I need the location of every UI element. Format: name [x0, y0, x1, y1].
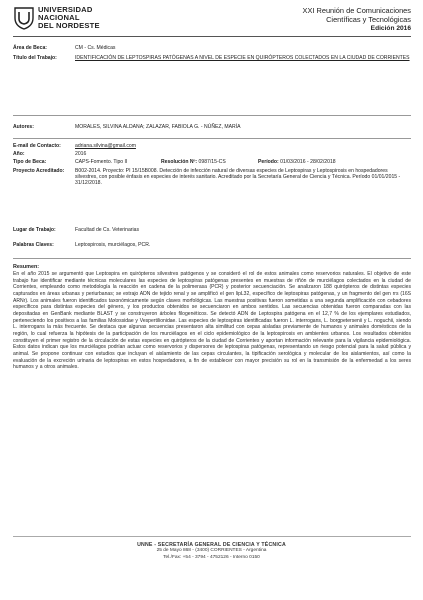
footer-phone: Tel./Fax: +54 - 3794 - 4752126 - Interno 0150 — [163, 554, 260, 560]
divider-authors — [13, 115, 411, 116]
email-value[interactable]: adriana.silvina@gmail.com — [75, 143, 136, 149]
title-label: Título del Trabajo: — [13, 55, 57, 61]
header-divider — [13, 36, 411, 37]
summary-title: Resumen: — [13, 264, 40, 270]
area-value: CM - Cs. Médicas — [75, 45, 116, 51]
keywords-label: Palabras Claves: — [13, 242, 54, 248]
project-label: Proyecto Acreditado: — [13, 168, 65, 174]
university-line-2: NACIONAL — [38, 13, 80, 22]
year-label: Año: — [13, 151, 25, 157]
area-label: Área de Beca: — [13, 45, 47, 51]
project-row — [13, 168, 411, 194]
email-label: E-mail de Contacto: — [13, 143, 61, 149]
period-value: 01/03/2016 - 28/02/2018 — [280, 159, 336, 165]
university-line-3: DEL NORDESTE — [38, 21, 100, 30]
university-line-1: UNIVERSIDAD — [38, 5, 93, 14]
footer-divider — [13, 536, 411, 537]
divider-summary — [13, 258, 411, 259]
period-label: Período: — [258, 159, 279, 165]
event-line-2: Científicas y Tecnológicas — [326, 15, 411, 24]
workplace-label: Lugar de Trabajo: — [13, 227, 56, 233]
title-value: IDENTIFICACIÓN DE LEPTOSPIRAS PATÓGENAS A NIVEL DE ESPECIE EN QUIRÓPTEROS COLECTADOS EN LA CIUDAD DE CORRIENTES — [75, 55, 410, 61]
authors-label: Autores: — [13, 124, 34, 130]
resolution-value: 0987/15-CS — [198, 159, 226, 165]
authors-value: MORALES, SILVINA ALDANA; ZALAZAR, FABIOLA G. - NÚÑEZ, MARÍA — [75, 124, 241, 130]
project-value: B002-2014. Proyecto: PI 15/15B008. Detección de infección natural de diversas especies de Leptospiras y Leptospirosis en hospedadores silvestres, con posible énfasis en especies de interés sanitario. Acreditado por la Secretaría General de Ciencia y Técnica. Período 01/01/2015 - 31/12/2018. — [75, 168, 401, 186]
scholarship-type-value: CAPS-Fomento. Tipo II — [75, 159, 128, 165]
divider-contact — [13, 138, 411, 139]
university-logo — [13, 6, 35, 30]
year-value: 2016 — [75, 151, 87, 157]
event-title — [303, 6, 411, 33]
scholarship-type-label: Tipo de Beca: — [13, 159, 47, 165]
title-row — [13, 55, 411, 75]
footer — [0, 542, 423, 561]
university-name — [38, 6, 100, 30]
footer-institution: UNNE - SECRETARÍA GENERAL DE CIENCIA Y TÉCNICA — [137, 542, 286, 548]
resolution-label: Resolución Nº: — [161, 159, 198, 165]
keywords-value: Leptospirosis, murciélagos, PCR. — [75, 242, 151, 248]
event-line-1: XXI Reunión de Comunicaciones — [302, 6, 411, 15]
summary-text: En el año 2015 se argumentó que Leptospira en quirópteros silvestres patógenos y se consideró el rol de estos animales como reservorios naturales. El objetivo de este trabajo fue identificar mediante técnicas moleculares las especies de leptospiras patógenas presentes en muestras de riñón de murciélagos colectados en la ciudad de Corrientes, empleando como metodología la reacción en cadena de la polimerasa (PCR) y posterior secuenciación. Se analizaron 188 quirópteros de distintas especies capturados en áreas urbanas y periurbanas; se extrajo ADN de tejido renal y se amplificó el gen lipL32, específico de leptospiras patógenas, y un fragmento del gen rrs (16S ARNr). Los animales fueron identificados taxonómicamente según claves morfológicas. Las muestras positivas fueron sometidas a una segunda amplificación con cebadores específicos para distintas especies del género, y los productos obtenidos se secuenciaron en ambos sentidos. Las secuencias obtenidas fueron comparadas con las depositadas en GenBank mediante BLAST y se construyeron árboles filogenéticos. Se detectó ADN de Leptospira patógena en el 12,7 % de los ejemplares estudiados, perteneciendo los positivos a las familias Molossidae y Vespertilionidae. Las especies de leptospiras identificadas fueron L. interrogans, L. borgpetersenii y L. noguchii, siendo L. interrogans la más frecuente. Se destaca que algunas secuencias presentaron alta similitud con cepas aisladas previamente de humanos y animales domésticos de la región, lo cual refuerza la hipótesis de la participación de los murciélagos en el ciclo epidemiológico de la leptospirosis en ambientes urbanos. Los resultados obtenidos constituyen el primer registro de la circulación de estas especies en quirópteros de la ciudad de Corrientes y aportan información relevante para la vigilancia epidemiológica. Estos datos indican que los murciélagos podrían actuar como reservorios y dispersores de leptospiras patógenas, representando un riesgo potencial para la salud pública y animal. Se propone continuar con estudios que incluyan el aislamiento de las cepas circulantes, la tipificación serológica y molecular de los aislamientos, así como la evaluación de la excreción urinaria de leptospiras en estos hospedadores, a fin de establecer con mayor precisión su rol en la transmisión de la enfermedad a los seres humanos y a otros animales. — [13, 271, 411, 371]
event-edition: Edición 2016 — [370, 25, 411, 32]
workplace-value: Facultad de Cs. Veterinarias — [75, 227, 139, 233]
footer-address: 25 de Mayo 868 - (3400) CORRIENTES - Argentina — [156, 548, 267, 554]
